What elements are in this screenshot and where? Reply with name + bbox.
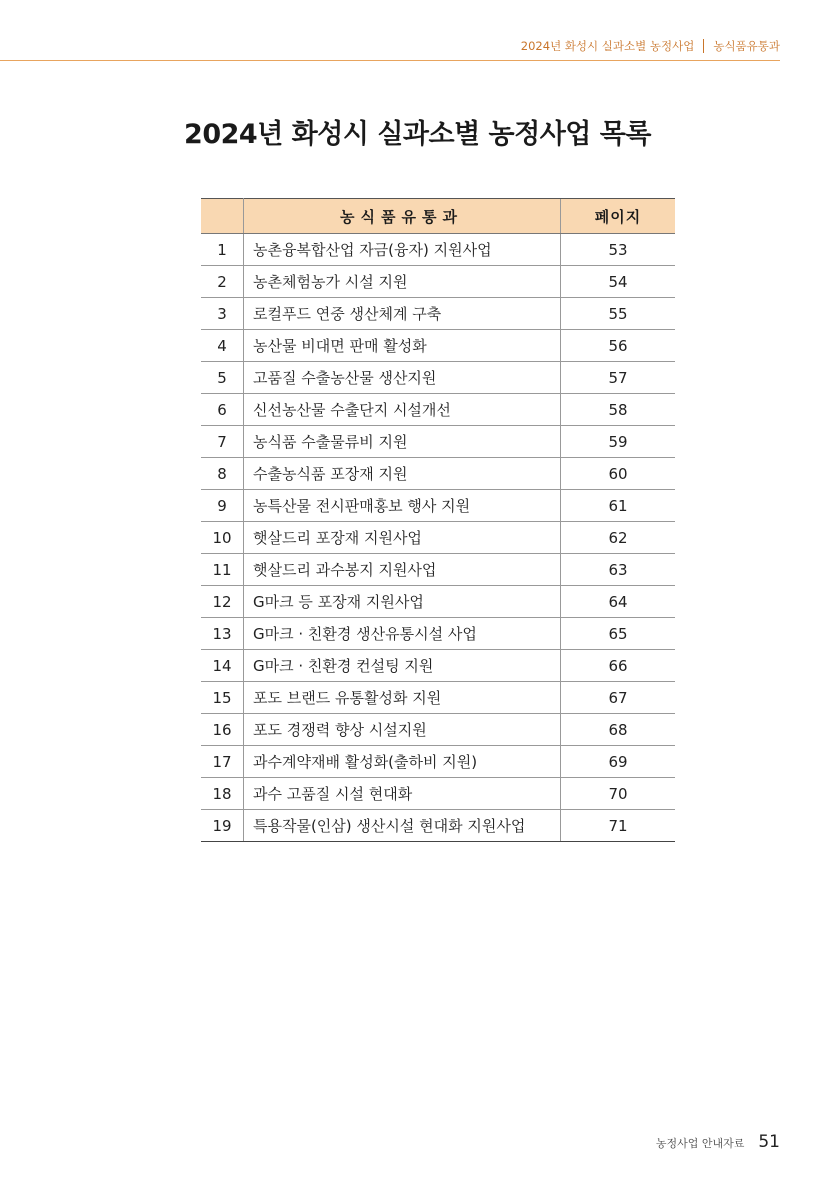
- row-program-name: 농촌융복합산업 자금(융자) 지원사업: [244, 234, 561, 266]
- table-row: [201, 394, 675, 426]
- table-row: [201, 650, 675, 682]
- row-number: 5: [201, 362, 244, 394]
- row-program-name: 고품질 수출농산물 생산지원: [244, 362, 561, 394]
- table-row: [201, 586, 675, 618]
- table-row: [201, 746, 675, 778]
- row-number: 7: [201, 426, 244, 458]
- row-program-name: 농산물 비대면 판매 활성화: [244, 330, 561, 362]
- row-number: 3: [201, 298, 244, 330]
- running-header-text: [521, 38, 780, 54]
- table-row: [201, 682, 675, 714]
- row-program-name: 햇살드리 포장재 지원사업: [244, 522, 561, 554]
- row-page-number: 71: [561, 810, 676, 842]
- page-title: 2024년 화성시 실과소별 농정사업 목록: [184, 119, 651, 150]
- table-row: [201, 778, 675, 810]
- row-page-number: 69: [561, 746, 676, 778]
- row-page-number: 59: [561, 426, 676, 458]
- header-divider: [703, 39, 704, 53]
- row-program-name: G마크 · 친환경 생산유통시설 사업: [244, 618, 561, 650]
- row-program-name: G마크 등 포장재 지원사업: [244, 586, 561, 618]
- row-number: 2: [201, 266, 244, 298]
- table-header-row: [201, 199, 675, 234]
- page-number: 51: [758, 1132, 780, 1152]
- row-page-number: 63: [561, 554, 676, 586]
- table-row: [201, 554, 675, 586]
- row-program-name: 농특산물 전시판매홍보 행사 지원: [244, 490, 561, 522]
- row-page-number: 61: [561, 490, 676, 522]
- row-number: 9: [201, 490, 244, 522]
- row-program-name: 농식품 수출물류비 지원: [244, 426, 561, 458]
- row-program-name: G마크 · 친환경 컨설팅 지원: [244, 650, 561, 682]
- row-number: 6: [201, 394, 244, 426]
- row-number: 10: [201, 522, 244, 554]
- row-program-name: 햇살드리 과수봉지 지원사업: [244, 554, 561, 586]
- table-row: [201, 490, 675, 522]
- row-number: 17: [201, 746, 244, 778]
- row-number: 8: [201, 458, 244, 490]
- row-number: 4: [201, 330, 244, 362]
- table-row: [201, 330, 675, 362]
- row-program-name: 포도 경쟁력 향상 시설지원: [244, 714, 561, 746]
- header-cell-department: 농식품유통과: [244, 199, 561, 234]
- row-page-number: 62: [561, 522, 676, 554]
- row-page-number: 67: [561, 682, 676, 714]
- row-number: 12: [201, 586, 244, 618]
- table-row: [201, 458, 675, 490]
- row-page-number: 60: [561, 458, 676, 490]
- table-row: [201, 234, 675, 266]
- row-page-number: 54: [561, 266, 676, 298]
- header-cell-no: [201, 199, 244, 234]
- row-program-name: 포도 브랜드 유통활성화 지원: [244, 682, 561, 714]
- row-program-name: 과수 고품질 시설 현대화: [244, 778, 561, 810]
- row-program-name: 특용작물(인삼) 생산시설 현대화 지원사업: [244, 810, 561, 842]
- row-page-number: 55: [561, 298, 676, 330]
- header-cell-page: 페이지: [561, 199, 676, 234]
- row-page-number: 56: [561, 330, 676, 362]
- row-page-number: 58: [561, 394, 676, 426]
- table-row: [201, 426, 675, 458]
- row-number: 14: [201, 650, 244, 682]
- row-number: 19: [201, 810, 244, 842]
- row-page-number: 57: [561, 362, 676, 394]
- row-program-name: 신선농산물 수출단지 시설개선: [244, 394, 561, 426]
- row-program-name: 수출농식품 포장재 지원: [244, 458, 561, 490]
- table-body: [201, 234, 675, 842]
- row-number: 13: [201, 618, 244, 650]
- row-program-name: 농촌체험농가 시설 지원: [244, 266, 561, 298]
- row-page-number: 64: [561, 586, 676, 618]
- running-header: [0, 30, 780, 61]
- row-number: 11: [201, 554, 244, 586]
- row-page-number: 70: [561, 778, 676, 810]
- row-number: 16: [201, 714, 244, 746]
- header-section-name: 농식품유통과: [713, 39, 780, 53]
- row-program-name: 로컬푸드 연중 생산체계 구축: [244, 298, 561, 330]
- row-number: 18: [201, 778, 244, 810]
- row-page-number: 68: [561, 714, 676, 746]
- row-number: 15: [201, 682, 244, 714]
- row-page-number: 66: [561, 650, 676, 682]
- table-row: [201, 810, 675, 842]
- table-row: [201, 522, 675, 554]
- table-row: [201, 266, 675, 298]
- page-footer: [656, 1132, 780, 1152]
- footer-label: 농정사업 안내자료: [655, 1137, 745, 1150]
- table-row: [201, 618, 675, 650]
- table-row: [201, 298, 675, 330]
- row-number: 1: [201, 234, 244, 266]
- row-page-number: 65: [561, 618, 676, 650]
- table-row: [201, 714, 675, 746]
- row-page-number: 53: [561, 234, 676, 266]
- row-program-name: 과수계약재배 활성화(출하비 지원): [244, 746, 561, 778]
- header-document-title: 2024년 화성시 실과소별 농정사업: [520, 39, 695, 53]
- program-list-table: [201, 198, 675, 842]
- table-row: [201, 362, 675, 394]
